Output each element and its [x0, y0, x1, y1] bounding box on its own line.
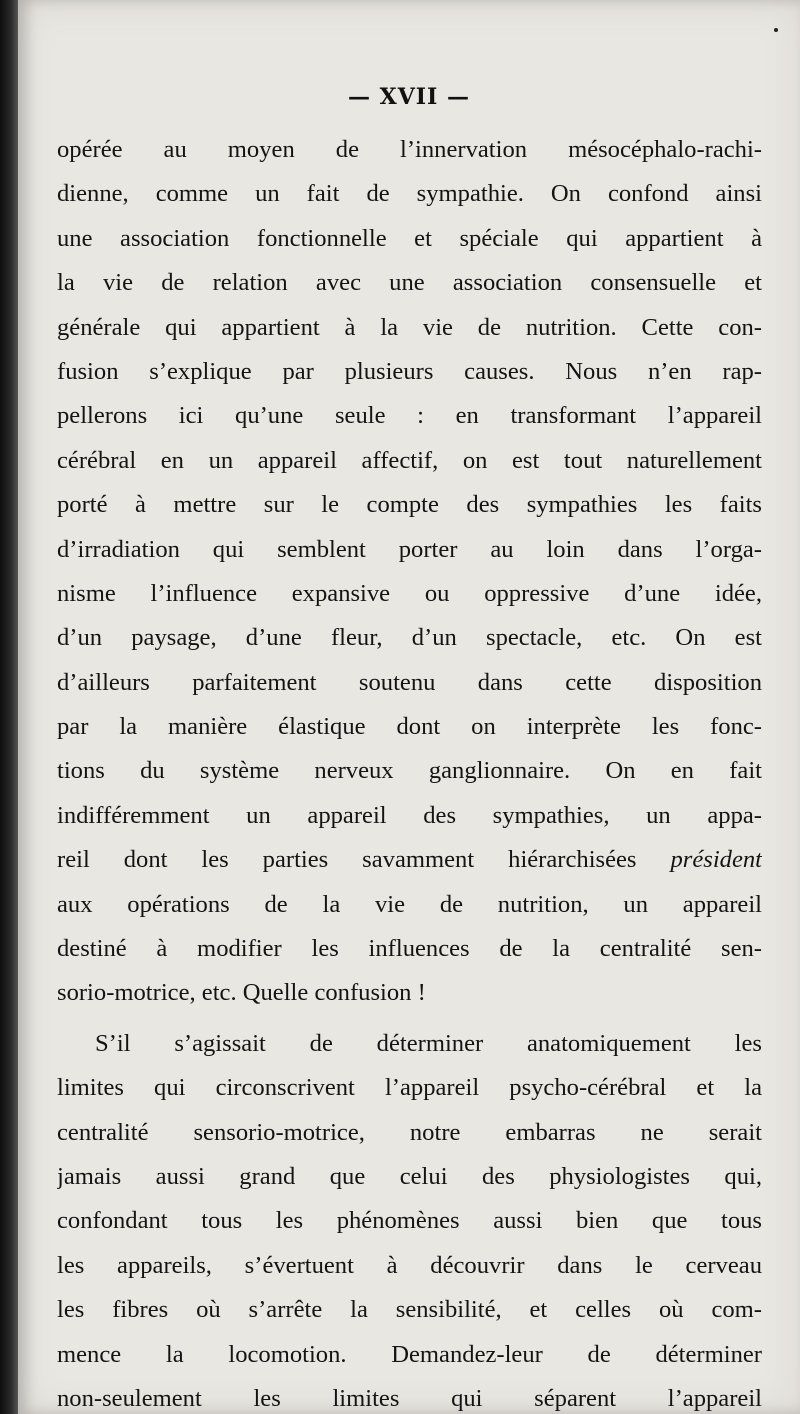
text-line: cérébral en un appareil affectif, on est tout naturellement	[57, 446, 762, 474]
text-line: destiné à modifier les influences de la centralité sen-	[57, 935, 762, 963]
text-line: S’il s’agissait de déterminer anatomiquement les	[95, 1029, 762, 1057]
text-line: la vie de relation avec une association consensuelle et	[57, 269, 762, 297]
text-line: les fibres où s’arrête la sensibilité, et celles où com-	[57, 1296, 762, 1324]
text-line: une association fonctionnelle et spéciale qui appartient à	[57, 224, 762, 252]
book-page	[18, 0, 800, 1414]
italic-word: président	[670, 846, 762, 874]
text-line: aux opérations de la vie de nutrition, un appareil	[57, 890, 762, 918]
body-text	[57, 128, 762, 1414]
text-line: pellerons ici qu’une seule : en transformant l’appareil	[57, 402, 762, 430]
paragraph-1	[57, 128, 762, 1016]
text-line: fusion s’explique par plusieurs causes. Nous n’en rap-	[57, 357, 762, 385]
page-number-header: — XVII —	[347, 84, 471, 110]
text-line: limites qui circonscrivent l’appareil psycho-cérébral et la	[57, 1074, 762, 1102]
text-line: porté à mettre sur le compte des sympathies les faits	[57, 491, 762, 519]
text-line-with-italic: reil dont les parties savamment hiérarchisées président	[57, 846, 762, 874]
paragraph-2	[57, 1022, 762, 1414]
text-line: indifféremment un appareil des sympathies, un appa-	[57, 801, 762, 829]
text-line: par la manière élastique dont on interprète les fonc-	[57, 713, 762, 741]
text-line: sorio-motrice, etc. Quelle confusion !	[57, 979, 426, 1007]
text-line: les appareils, s’évertuent à découvrir dans le cerveau	[57, 1251, 762, 1279]
text-line: nisme l’influence expansive ou oppressive d’une idée,	[57, 579, 762, 607]
text-line: d’un paysage, d’une fleur, d’un spectacle, etc. On est	[57, 624, 762, 652]
text-line: d’irradiation qui semblent porter au loin dans l’orga-	[57, 535, 762, 563]
text-line: générale qui appartient à la vie de nutrition. Cette con-	[57, 313, 762, 341]
text-line: d’ailleurs parfaitement soutenu dans cette disposition	[57, 668, 762, 696]
text-line: confondant tous les phénomènes aussi bien que tous	[57, 1207, 762, 1235]
ink-speck	[774, 28, 778, 32]
page-edge-shadow	[0, 0, 18, 1414]
text-line: dienne, comme un fait de sympathie. On confond ainsi	[57, 180, 762, 208]
text-line: tions du système nerveux ganglionnaire. On en fait	[57, 757, 762, 785]
text-line: jamais aussi grand que celui des physiologistes qui,	[57, 1162, 762, 1190]
text-line: opérée au moyen de l’innervation mésocéphalo-rachi-	[57, 136, 762, 163]
text-line: non-seulement les limites qui séparent l’appareil	[57, 1384, 762, 1412]
text-line: mence la locomotion. Demandez-leur de déterminer	[57, 1340, 762, 1368]
text-line: centralité sensorio-motrice, notre embarras ne serait	[57, 1118, 762, 1146]
